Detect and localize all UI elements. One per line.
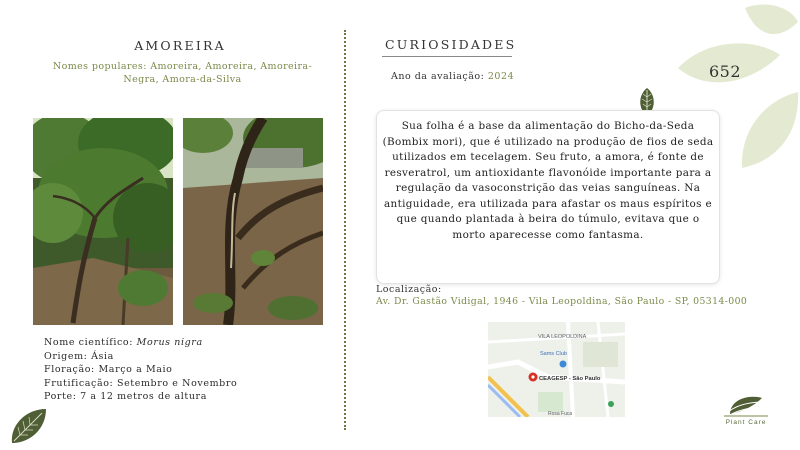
leaf-icon (8, 405, 48, 445)
map-street-label: Rosa Fuca (548, 411, 573, 417)
brand-name: Plant Care (725, 419, 767, 426)
size: Porte: 7 a 12 metros de altura (44, 391, 207, 403)
year-label: Ano da avaliação: (391, 71, 485, 82)
map-district-label: VILA LEOPOLDINA (538, 334, 587, 340)
plant-facts (44, 336, 237, 404)
leaf-shape (745, 4, 798, 34)
scientific-name (44, 336, 237, 350)
tree-photo-canopy (33, 118, 173, 325)
evaluation-year (391, 71, 514, 82)
scientific-name-value: Morus nigra (136, 337, 203, 348)
origin: Origem: Ásia (44, 350, 114, 362)
location-label: Localização: (376, 284, 442, 295)
map-place-label: CEAGESP - São Paulo (539, 376, 601, 382)
page-divider (344, 30, 346, 430)
title-underline (382, 56, 512, 57)
leaf-shape (742, 92, 798, 168)
tree-photo-trunk (183, 118, 323, 325)
year-value: 2024 (487, 71, 515, 82)
location-map[interactable] (488, 322, 625, 417)
fruiting: Frutificação: Setembro e Novembro (44, 377, 238, 389)
scientific-name-label: Nome científico: (44, 337, 134, 348)
curiosity-text: Sua folha é a base da alimentação do Bicho-da-Seda (Bombix mori), que é utilizado na produção de fios de seda utilizados em tecelagem. Seu fruto, a amora, é fonte de resveratrol, um antioxidante flavonóide importante para a regulação da vasoconstrição das veias sanguíneas. Na antiguidade, era utilizada para afastar os maus espíritos e que quando plantada à beira do túmulo, evitava que o morto aparecesse como fantasma. (382, 120, 714, 241)
popular-names: Nomes populares: Amoreira, Amoreira, Amoreira-Negra, Amora-da-Silva (52, 61, 313, 85)
map-place-label: Sams Club (540, 351, 567, 357)
location-address: Av. Dr. Gastão Vidigal, 1946 - Vila Leopoldina, São Paulo - SP, 05314-000 (376, 296, 748, 307)
page-number: 652 (709, 62, 742, 81)
brand-logo (716, 392, 776, 418)
curiosities-title: CURIOSIDADES (385, 37, 517, 52)
plant-name: AMOREIRA (134, 38, 226, 53)
flowering: Floração: Março a Maio (44, 364, 173, 376)
